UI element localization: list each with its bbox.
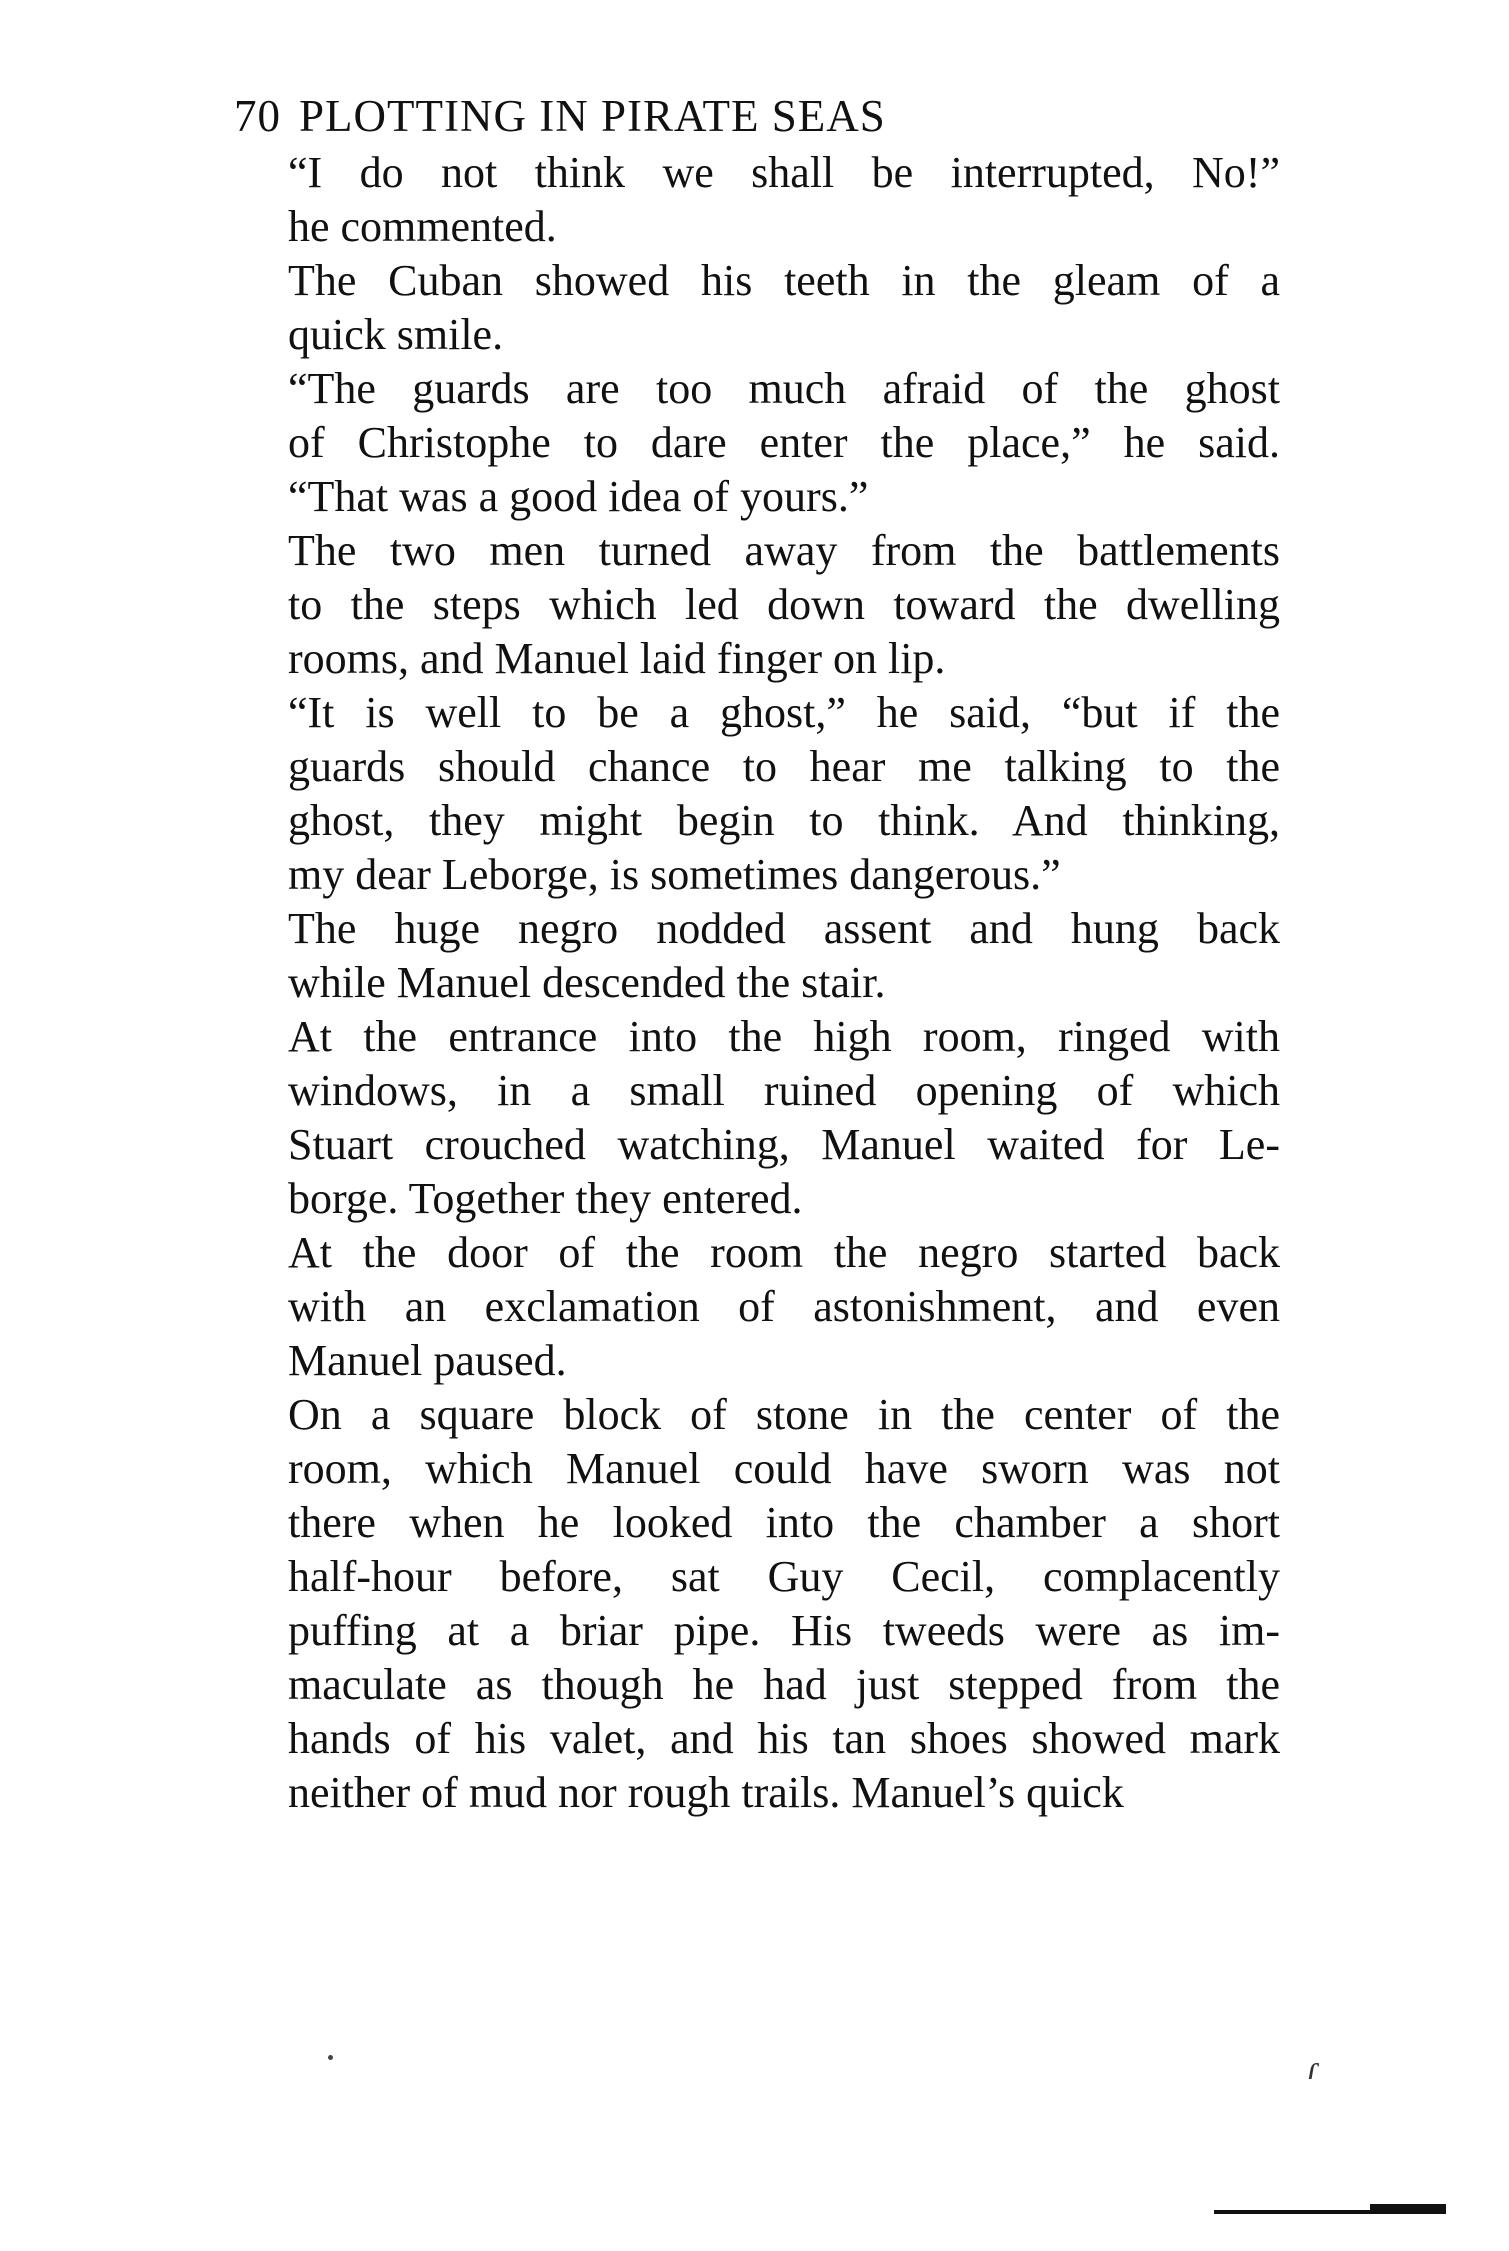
paragraph [234, 1226, 1280, 1388]
running-header [234, 88, 1280, 144]
text-line: of Christophe to dare enter the place,” he said. [288, 418, 1280, 467]
text-line: with an exclamation of astonishment, and even [288, 1282, 1280, 1331]
text-line: “It is well to be a ghost,” he said, “but if the [288, 688, 1280, 737]
text-line: ghost, they might begin to think. And thinking, [288, 796, 1280, 845]
text-line: “The guards are too much afraid of the ghost [288, 364, 1280, 413]
text-line: half-hour before, sat Guy Cecil, complacently [288, 1552, 1280, 1601]
text-line: The huge negro nodded assent and hung back [288, 904, 1280, 953]
stray-pen-mark: ɾ [1306, 2050, 1319, 2087]
text-line: my dear Leborge, is sometimes dangerous.” [288, 850, 1061, 899]
text-line: to the steps which led down toward the dwelling [288, 580, 1280, 629]
body-text [234, 146, 1280, 1820]
paragraph [234, 1388, 1280, 1820]
running-title: PLOTTING IN PIRATE SEAS [299, 91, 886, 141]
text-line: The Cuban showed his teeth in the gleam of a [288, 256, 1280, 305]
book-page [234, 88, 1280, 1820]
text-line: At the door of the room the negro started back [288, 1228, 1280, 1277]
text-line: Manuel paused. [288, 1336, 567, 1385]
text-line: puffing at a briar pipe. His tweeds were as im- [288, 1606, 1280, 1655]
text-line: room, which Manuel could have sworn was not [288, 1444, 1280, 1493]
text-line: At the entrance into the high room, ringed with [288, 1012, 1280, 1061]
paragraph [234, 1010, 1280, 1226]
paragraph [234, 362, 1280, 524]
text-line: borge. Together they entered. [288, 1174, 803, 1223]
text-line: there when he looked into the chamber a short [288, 1498, 1280, 1547]
text-line: Stuart crouched watching, Manuel waited for Le- [288, 1120, 1280, 1169]
text-line: windows, in a small ruined opening of which [288, 1066, 1280, 1115]
text-line: hands of his valet, and his tan shoes showed mark [288, 1714, 1280, 1763]
text-line: while Manuel descended the stair. [288, 958, 886, 1007]
text-line: On a square block of stone in the center of the [288, 1390, 1280, 1439]
paragraph [234, 254, 1280, 362]
text-line: maculate as though he had just stepped from the [288, 1660, 1280, 1709]
text-line: guards should chance to hear me talking to the [288, 742, 1280, 791]
text-line: “That was a good idea of yours.” [288, 472, 869, 521]
text-line: rooms, and Manuel laid finger on lip. [288, 634, 946, 683]
stray-dot-mark [328, 2055, 333, 2060]
paragraph [234, 146, 1280, 254]
page-edge-shadow [1370, 2204, 1446, 2214]
paragraph [234, 686, 1280, 902]
page-number: 70 [234, 91, 281, 141]
text-line: he commented. [288, 202, 557, 251]
text-line: neither of mud nor rough trails. Manuel’s quick [288, 1768, 1124, 1817]
paragraph [234, 902, 1280, 1010]
text-line: The two men turned away from the battlements [288, 526, 1280, 575]
text-line: quick smile. [288, 310, 504, 359]
paragraph [234, 524, 1280, 686]
text-line: “I do not think we shall be interrupted, No!” [288, 148, 1280, 197]
